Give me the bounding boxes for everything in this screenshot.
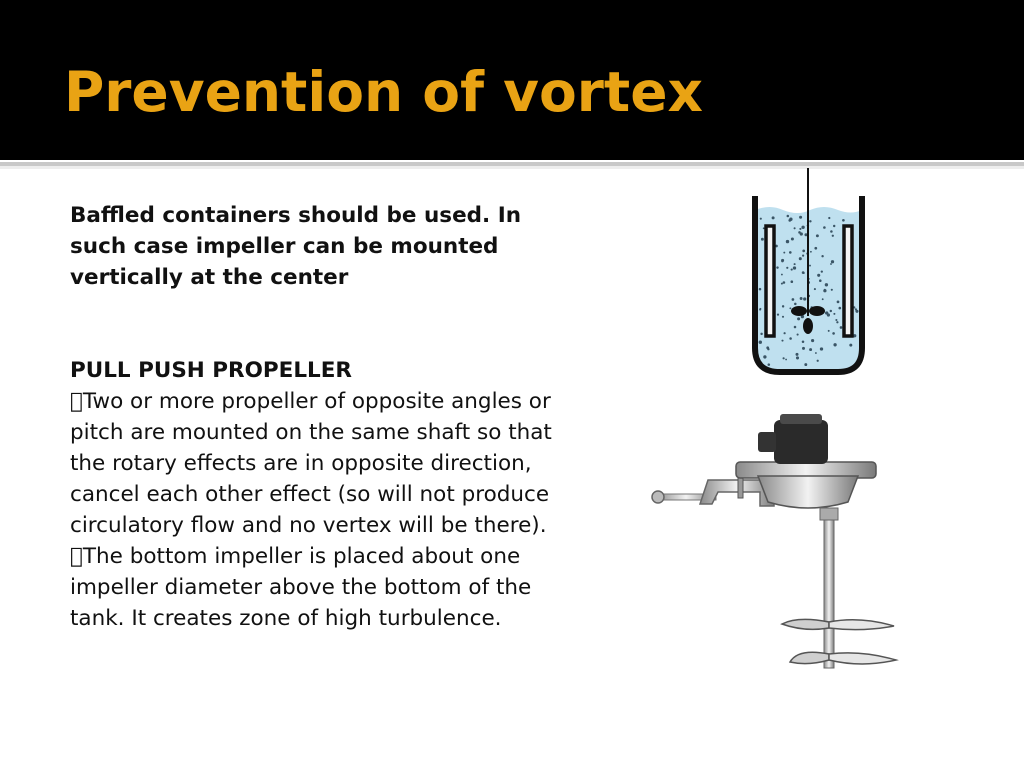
- clamp-knob: [652, 491, 664, 503]
- liquid-particle: [836, 321, 838, 323]
- liquid-particle: [815, 352, 817, 354]
- liquid-particle: [768, 363, 771, 366]
- liquid-particle: [760, 218, 762, 220]
- liquid-particle: [789, 218, 792, 221]
- upper-propeller-blade-right: [829, 620, 894, 630]
- liquid-particle: [803, 272, 805, 274]
- liquid-particle: [787, 215, 790, 218]
- liquid-particle: [789, 307, 791, 309]
- shaft-collar: [820, 508, 838, 520]
- bullet-item: [70, 541, 570, 634]
- liquid-particle: [781, 274, 783, 276]
- propeller-blade-bottom: [803, 318, 813, 334]
- liquid-particle: [832, 332, 835, 335]
- header-divider-shadow: [0, 166, 1024, 169]
- lower-propeller-blade-left: [790, 652, 829, 663]
- motor-cap: [774, 420, 828, 464]
- left-baffle: [766, 226, 774, 336]
- liquid-particle: [849, 344, 852, 347]
- liquid-particle: [796, 353, 799, 356]
- liquid-particle: [800, 232, 803, 235]
- liquid-particle: [761, 238, 764, 241]
- liquid-particle: [816, 234, 819, 237]
- bullet-glyph: [70, 389, 83, 414]
- liquid-particle: [783, 357, 785, 359]
- liquid-particle: [804, 363, 807, 366]
- lower-propeller-blade-right: [829, 653, 896, 664]
- liquid-particle: [821, 270, 823, 272]
- right-baffle: [844, 226, 852, 336]
- liquid-particle: [802, 255, 804, 257]
- liquid-particle: [783, 252, 785, 254]
- liquid-particle: [799, 228, 801, 230]
- liquid-particle: [782, 316, 784, 318]
- liquid-particle: [800, 297, 803, 300]
- liquid-particle: [799, 257, 802, 260]
- liquid-particle: [794, 326, 797, 329]
- liquid-particle: [840, 326, 843, 329]
- liquid-particle: [821, 255, 823, 257]
- pull-push-heading: PULL PUSH PROPELLER: [70, 358, 352, 383]
- bullet-glyph: [70, 544, 83, 569]
- liquid-particle: [842, 219, 845, 222]
- liquid-particle: [794, 303, 797, 306]
- liquid-particle: [827, 313, 830, 316]
- liquid-particle: [825, 283, 828, 286]
- liquid-particle: [830, 263, 832, 265]
- slide-body: [70, 200, 570, 634]
- liquid-particle: [820, 347, 823, 350]
- liquid-particle: [831, 260, 834, 263]
- liquid-particle: [791, 280, 794, 283]
- liquid-particle: [809, 348, 812, 351]
- liquid-particle: [801, 226, 804, 229]
- liquid-particle: [802, 341, 805, 344]
- liquid-particle: [781, 340, 783, 342]
- liquid-particle: [783, 281, 786, 284]
- liquid-particle: [835, 319, 837, 321]
- liquid-particle: [809, 220, 811, 222]
- slide-title: Prevention of vortex: [64, 60, 703, 124]
- liquid-particle: [797, 317, 800, 320]
- liquid-particle: [791, 237, 794, 240]
- liquid-particle: [830, 230, 833, 233]
- liquid-particle: [832, 235, 834, 237]
- liquid-particle: [796, 356, 799, 359]
- liquid-particle: [833, 225, 835, 227]
- liquid-particle: [810, 251, 812, 253]
- liquid-particle: [802, 250, 805, 253]
- liquid-particle: [794, 227, 796, 229]
- liquid-particle: [838, 307, 841, 310]
- liquid-particle: [824, 289, 826, 291]
- liquid-particle: [760, 333, 762, 335]
- liquid-particle: [822, 298, 824, 300]
- liquid-particle: [782, 305, 784, 307]
- liquid-particle: [837, 301, 840, 304]
- bullet-text: Two or more propeller of opposite angles or pitch are mounted on the same shaft so that the rotary effects are in opposite direction, cancel each other effect (so will not produce circulatory flow and no vertex will be there).: [70, 389, 552, 538]
- liquid-particle: [786, 267, 788, 269]
- liquid-particle: [817, 360, 819, 362]
- baffled-tank-with-propeller-icon: [748, 168, 870, 380]
- liquid-particle: [814, 288, 816, 290]
- liquid-particle: [809, 265, 811, 267]
- liquid-particle: [763, 355, 766, 358]
- motor-bell: [758, 476, 858, 508]
- liquid-particle: [814, 247, 817, 250]
- liquid-particle: [791, 269, 793, 271]
- liquid-particle: [823, 226, 826, 229]
- liquid-particle: [786, 240, 789, 243]
- liquid-particle: [789, 337, 792, 340]
- bullet-item: [70, 386, 570, 541]
- liquid-particle: [793, 266, 796, 269]
- liquid-particle: [855, 308, 857, 310]
- liquid-particle: [828, 330, 830, 332]
- liquid-particle: [785, 359, 787, 361]
- liquid-particle: [792, 298, 795, 301]
- liquid-particle: [759, 308, 761, 310]
- liquid-particle: [811, 339, 814, 342]
- liquid-particle: [767, 348, 769, 350]
- liquid-particle: [803, 297, 806, 300]
- baffle-paragraph: Baffled containers should be used. In such case impeller can be mounted vertically at the center: [70, 203, 522, 290]
- liquid-particle: [759, 288, 762, 291]
- liquid-particle: [784, 332, 786, 334]
- liquid-particle: [797, 334, 799, 336]
- liquid-particle: [828, 217, 830, 219]
- clamp-mounted-mixer-with-twin-propellers-icon: [648, 410, 900, 680]
- liquid-particle: [799, 216, 802, 219]
- motor-switch: [758, 432, 776, 452]
- liquid-particle: [802, 347, 805, 350]
- liquid-particle: [817, 274, 820, 277]
- liquid-particle: [833, 313, 835, 315]
- motor-top: [780, 414, 822, 424]
- liquid-particle: [781, 283, 783, 285]
- liquid-particle: [833, 343, 836, 346]
- liquid-particle: [777, 314, 779, 316]
- liquid-particle: [759, 341, 762, 344]
- propeller-blade-left: [791, 306, 807, 316]
- liquid-particle: [776, 266, 778, 268]
- liquid-particle: [831, 289, 833, 291]
- liquid-particle: [830, 310, 832, 312]
- liquid-particle: [772, 216, 775, 219]
- liquid-particle: [789, 251, 792, 254]
- paragraph-gap: [70, 293, 570, 355]
- liquid-particle: [781, 260, 783, 262]
- propeller-blade-right: [809, 306, 825, 316]
- mixer-shaft: [824, 508, 834, 668]
- bullet-text: The bottom impeller is placed about one impeller diameter above the bottom of the tank. It creates zone of high turbulence.: [70, 544, 532, 631]
- liquid-particle: [819, 279, 822, 282]
- liquid-particle: [794, 263, 796, 265]
- upper-propeller-blade-left: [782, 619, 829, 629]
